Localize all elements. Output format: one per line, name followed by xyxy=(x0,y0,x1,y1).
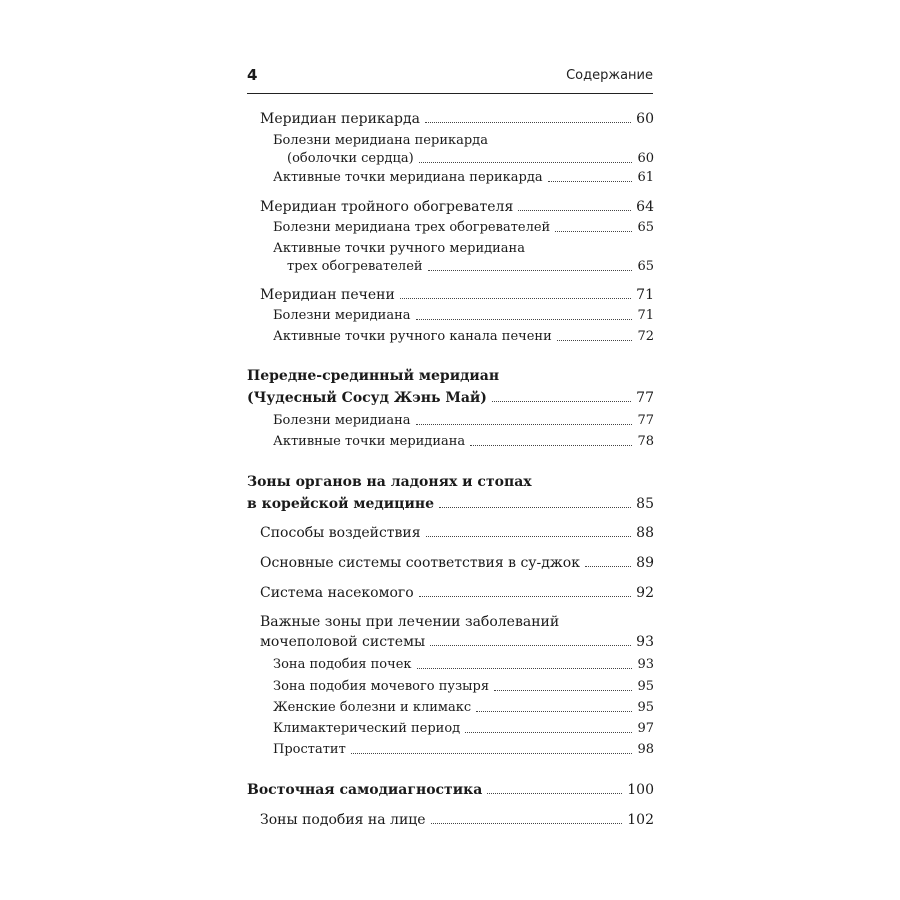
leader-dots xyxy=(351,752,633,754)
toc-entry-label: Болезни меридиана перикарда xyxy=(273,133,488,148)
leader-dots xyxy=(470,444,632,446)
leader-dots xyxy=(476,710,632,712)
toc-page-number: 102 xyxy=(627,812,654,828)
leader-dots xyxy=(428,269,633,271)
toc-page-number: 95 xyxy=(637,679,654,694)
toc-page-number: 72 xyxy=(637,329,654,344)
toc-page-number: 77 xyxy=(637,413,654,428)
toc-entry-label: Меридиан перикарда xyxy=(260,111,420,127)
toc-entry[interactable] xyxy=(273,679,654,695)
toc-entry[interactable] xyxy=(287,259,654,275)
leader-dots xyxy=(426,535,632,537)
toc-entry-label: Меридиан печени xyxy=(260,287,395,303)
leader-dots xyxy=(419,161,633,163)
toc-entry[interactable] xyxy=(273,308,654,324)
toc-entry-label: Женские болезни и климакс xyxy=(273,700,472,715)
leader-dots xyxy=(465,731,632,733)
page-number: 4 xyxy=(247,66,258,84)
toc-entry[interactable] xyxy=(273,657,654,673)
toc-section-title: Передне-срединный меридиан xyxy=(247,368,500,384)
toc-entry[interactable] xyxy=(247,390,654,406)
toc-page-number: 71 xyxy=(636,287,654,303)
toc-entry[interactable] xyxy=(247,496,654,512)
toc-section-title: Зоны органов на ладонях и стопах xyxy=(247,474,532,490)
toc-entry[interactable] xyxy=(260,111,654,127)
toc-page-number: 85 xyxy=(636,496,654,512)
running-head: Содержание xyxy=(566,68,653,83)
toc-entry[interactable] xyxy=(273,413,654,429)
toc-page-number: 95 xyxy=(637,700,654,715)
toc-entry-label: Активные точки меридиана xyxy=(273,434,466,449)
toc-page-number: 89 xyxy=(636,555,654,571)
toc-entry[interactable] xyxy=(247,782,654,798)
leader-dots xyxy=(585,565,631,567)
toc-page-number: 98 xyxy=(637,742,654,757)
toc-entry-label: (оболочки сердца) xyxy=(287,151,414,166)
leader-dots xyxy=(430,644,631,646)
leader-dots xyxy=(417,667,633,669)
toc-page-number: 65 xyxy=(637,259,654,274)
toc-entry-label: Активные точки ручного канала печени xyxy=(273,329,552,344)
toc-entry-label: Болезни меридиана xyxy=(273,308,411,323)
toc-page-number: 71 xyxy=(637,308,654,323)
toc-entry[interactable] xyxy=(273,170,654,186)
toc-entry[interactable] xyxy=(260,634,654,650)
toc-page-number: 78 xyxy=(637,434,654,449)
toc-entry-label: трех обогревателей xyxy=(287,259,423,274)
toc-entry-label: Зона подобия почек xyxy=(273,657,412,672)
toc-entry[interactable] xyxy=(260,525,654,541)
toc-entry[interactable] xyxy=(273,329,654,345)
toc-section-title: Восточная самодиагностика xyxy=(247,782,483,798)
leader-dots xyxy=(557,339,633,341)
toc-entry-label: Простатит xyxy=(273,742,346,757)
toc-entry[interactable] xyxy=(273,742,654,758)
toc-entry-label: Основные системы соответствия в су-джок xyxy=(260,555,580,571)
toc-page-number: 60 xyxy=(637,151,654,166)
toc-page-number: 92 xyxy=(636,585,654,601)
toc-entry-label: Система насекомого xyxy=(260,585,414,601)
toc-entry-label: Зоны подобия на лице xyxy=(260,812,426,828)
toc-page-number: 65 xyxy=(637,220,654,235)
toc-page-number: 61 xyxy=(637,170,654,185)
toc-entry-label: Активные точки ручного меридиана xyxy=(273,241,525,256)
leader-dots xyxy=(487,792,622,794)
toc-section-title: в корейской медицине xyxy=(247,496,435,512)
leader-dots xyxy=(431,822,623,824)
leader-dots xyxy=(555,230,632,232)
toc-page-number: 64 xyxy=(636,199,654,215)
toc-section-title: (Чудесный Сосуд Жэнь Май) xyxy=(247,390,487,406)
toc-page-number: 97 xyxy=(637,721,654,736)
toc-entry[interactable] xyxy=(273,434,654,450)
toc-entry[interactable] xyxy=(287,151,654,167)
toc-page-number: 93 xyxy=(637,657,654,672)
toc-entry-label: Важные зоны при лечении заболеваний xyxy=(260,614,560,630)
toc-entry-label: Зона подобия мочевого пузыря xyxy=(273,679,490,694)
leader-dots xyxy=(416,318,633,320)
toc-entry-label: Климактерический период xyxy=(273,721,461,736)
toc-entry-label: Меридиан тройного обогревателя xyxy=(260,199,514,215)
leader-dots xyxy=(419,595,632,597)
toc-entry-label: Болезни меридиана трех обогревателей xyxy=(273,220,551,235)
leader-dots xyxy=(400,297,631,299)
toc-entry[interactable] xyxy=(260,555,654,571)
toc-page-number: 88 xyxy=(636,525,654,541)
toc-page-number: 100 xyxy=(627,782,654,798)
leader-dots xyxy=(548,180,633,182)
toc-entry[interactable] xyxy=(273,700,654,716)
toc-entry[interactable] xyxy=(273,721,654,737)
leader-dots xyxy=(518,209,631,211)
leader-dots xyxy=(492,400,631,402)
toc-entry[interactable] xyxy=(260,199,654,215)
leader-dots xyxy=(416,423,633,425)
toc-page-number: 77 xyxy=(636,390,654,406)
leader-dots xyxy=(425,121,631,123)
leader-dots xyxy=(439,506,631,508)
toc-entry[interactable] xyxy=(260,812,654,828)
leader-dots xyxy=(494,689,632,691)
toc-entry-label: Активные точки меридиана перикарда xyxy=(273,170,543,185)
toc-page-number: 60 xyxy=(636,111,654,127)
toc-entry[interactable] xyxy=(273,220,654,236)
toc-entry-label: Способы воздействия xyxy=(260,525,421,541)
toc-entry[interactable] xyxy=(260,287,654,303)
toc-entry[interactable] xyxy=(260,585,654,601)
toc-page-number: 93 xyxy=(636,634,654,650)
toc-entry-label: мочеполовой системы xyxy=(260,634,426,650)
toc-entry-label: Болезни меридиана xyxy=(273,413,411,428)
